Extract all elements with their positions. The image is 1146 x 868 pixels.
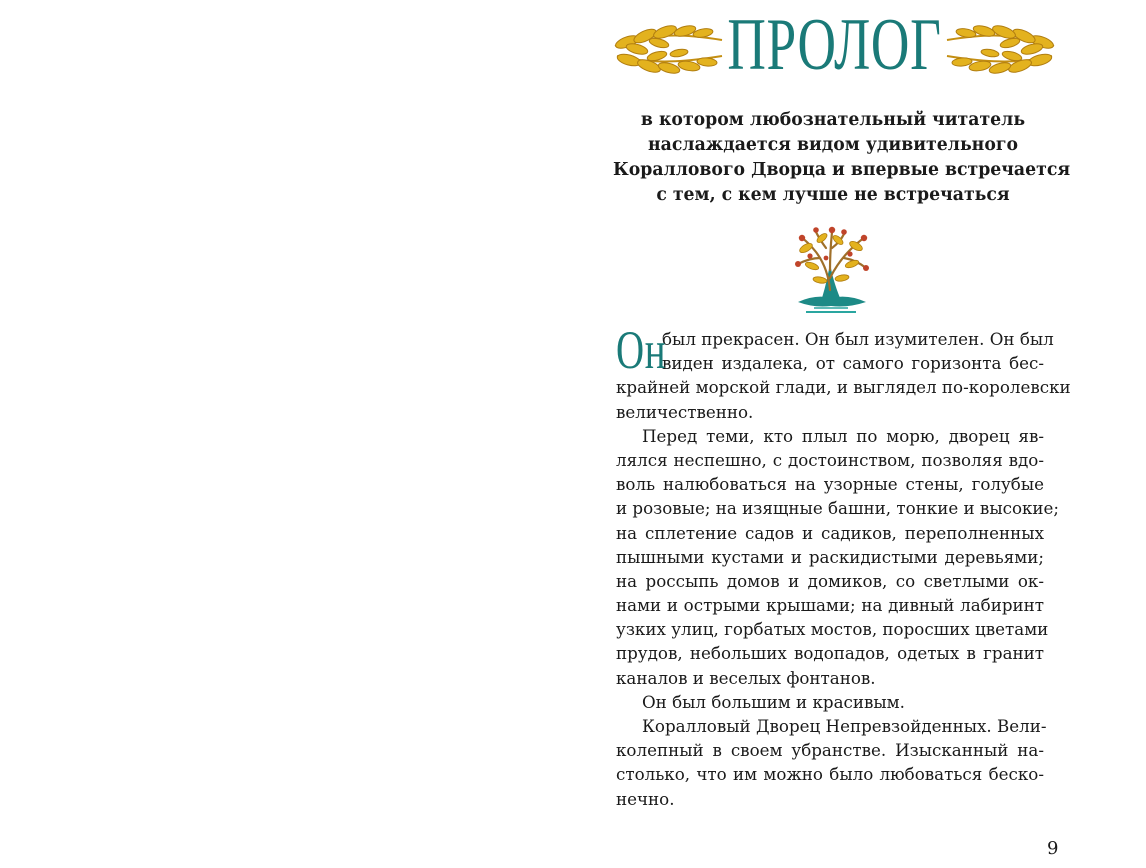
text-line: лялся неспешно, с достоинством, позволяя вдо-	[616, 449, 1044, 470]
chapter-title: ПРОЛОГ	[727, 4, 942, 86]
chapter-subtitle	[613, 108, 1071, 208]
laurel-ornament-right-icon	[942, 16, 1062, 76]
text-line: узких улиц, горбатых мостов, поросших цветами	[616, 619, 1049, 640]
body-text	[616, 320, 1071, 811]
text-line: крайней морской глади, и выглядел по-королевски	[616, 377, 1071, 398]
text-line: каналов и веселых фонтанов.	[616, 667, 876, 688]
text-line: пышными кустами и раскидистыми деревьями;	[616, 546, 1044, 567]
text-line: столько, что им можно было любоваться беско-	[616, 764, 1044, 785]
subtitle-line: с тем, с кем лучше не встречаться	[656, 185, 1010, 205]
text-line: нами и острыми крышами; на дивный лабиринт	[616, 595, 1044, 616]
text-line: колепный в своем убранстве. Изысканный на-	[616, 740, 1044, 761]
text-line: на сплетение садов и садиков, переполненных	[616, 522, 1044, 543]
text-line: воль налюбоваться на узорные стены, голубые	[616, 474, 1044, 495]
text-line: нечно.	[616, 788, 675, 809]
coral-tree-illustration-icon	[786, 218, 876, 316]
text-line: Перед теми, кто плыл по морю, дворец яв-	[642, 425, 1044, 446]
text-line: на россыпь домов и домиков, со светлыми ок-	[616, 570, 1044, 591]
page-number: 9	[1047, 838, 1059, 859]
text-line: был прекрасен. Он был изумителен. Он был	[662, 329, 1054, 349]
paragraph-1	[616, 320, 1054, 380]
subtitle-line: наслаждается видом удивительного	[648, 135, 1018, 155]
subtitle-line: в котором любознательный читатель	[640, 110, 1026, 130]
right-page	[573, 0, 1146, 868]
text-line: виден издалека, от самого горизонта бес-	[662, 353, 1044, 374]
text-line: прудов, небольших водопадов, одетых в гранит	[616, 643, 1044, 664]
drop-cap: Он	[616, 320, 667, 380]
subtitle-line: Кораллового Дворца и впервые встречается	[613, 160, 1071, 180]
text-line: величественно.	[616, 401, 754, 422]
paragraph-2	[616, 424, 1060, 690]
text-line: Коралловый Дворец Непревзойденных. Вели-	[642, 716, 1047, 736]
text-line: и розовые; на изящные башни, тонкие и высокие;	[616, 498, 1060, 519]
chapter-heading	[607, 4, 1062, 86]
paragraph-3: Он был большим и красивым.	[642, 691, 905, 712]
paragraph-4	[616, 714, 1047, 811]
